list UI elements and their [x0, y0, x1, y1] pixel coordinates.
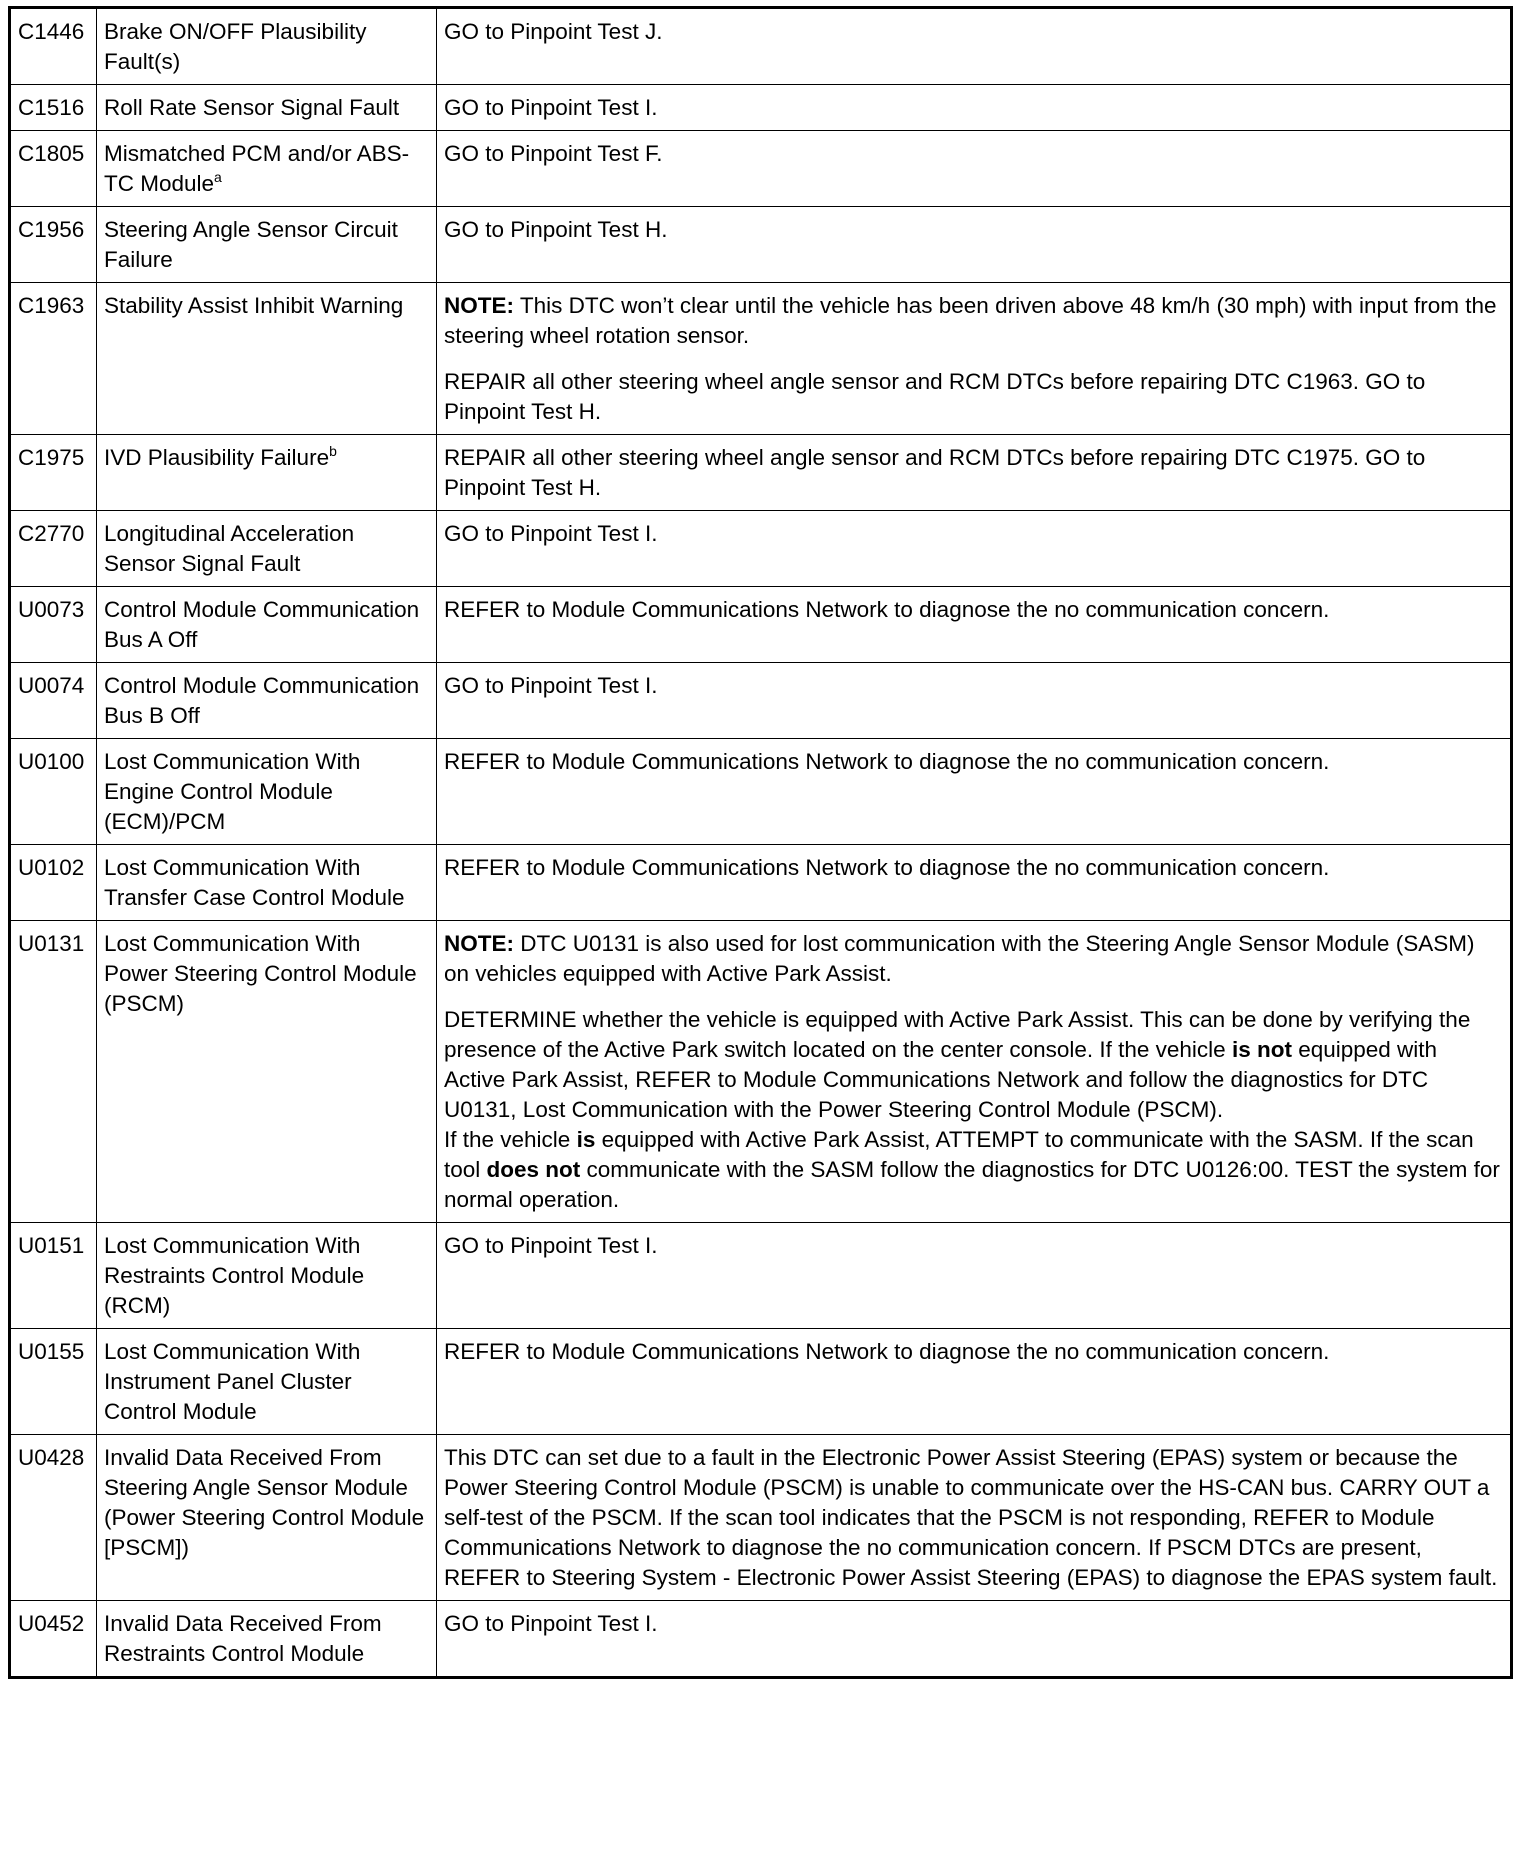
- table-row: [10, 1435, 1512, 1601]
- table-row: [10, 85, 1512, 131]
- dtc-action: This DTC can set due to a fault in the Electronic Power Assist Steering (EPAS) system or because the Power Steering Control Module (PSCM) is unable to communicate over the HS-CAN bus. CARRY OUT a self-test of the PSCM. If the scan tool indicates that the PSCM is not responding, REFER to Module Communications Network to diagnose the no communication concern. If PSCM DTCs are present, REFER to Steering System - Electronic Power Assist Steering (EPAS) to diagnose the EPAS system fault.: [437, 1435, 1512, 1601]
- action-text: equipped with Active Park Assist, REFER to Module Communications Network and follow the diagnostics for DTC U0131, Lost Communication with the Power Steering Control Module (PSCM).: [444, 1037, 1438, 1122]
- note-text: This DTC won’t clear until the vehicle has been driven above 48 km/h (30 mph) with input from the steering wheel rotation sensor.: [444, 293, 1497, 348]
- action-text: communicate with the SASM follow the diagnostics for DTC U0126:00. TEST the system for normal operation.: [444, 1157, 1500, 1212]
- table-row: [10, 8, 1512, 85]
- dtc-action: [437, 283, 1512, 435]
- dtc-description: Lost Communication With Instrument Panel Cluster Control Module: [97, 1329, 437, 1435]
- table-row: [10, 1223, 1512, 1329]
- dtc-action: REFER to Module Communications Network to diagnose the no communication concern.: [437, 845, 1512, 921]
- dtc-action: GO to Pinpoint Test I.: [437, 1223, 1512, 1329]
- dtc-description: Lost Communication With Power Steering Control Module (PSCM): [97, 921, 437, 1223]
- dtc-code: U0074: [10, 663, 97, 739]
- dtc-description: Roll Rate Sensor Signal Fault: [97, 85, 437, 131]
- dtc-description: Control Module Communication Bus B Off: [97, 663, 437, 739]
- dtc-action: REFER to Module Communications Network to diagnose the no communication concern.: [437, 587, 1512, 663]
- dtc-code: U0131: [10, 921, 97, 1223]
- table-row: [10, 131, 1512, 207]
- dtc-code: C1446: [10, 8, 97, 85]
- dtc-code: U0155: [10, 1329, 97, 1435]
- note-paragraph: [444, 929, 1503, 989]
- table-row: [10, 207, 1512, 283]
- dtc-code: C1975: [10, 435, 97, 511]
- dtc-code: U0073: [10, 587, 97, 663]
- dtc-action: GO to Pinpoint Test F.: [437, 131, 1512, 207]
- note-paragraph: [444, 291, 1503, 351]
- dtc-action: [437, 921, 1512, 1223]
- dtc-description: Control Module Communication Bus A Off: [97, 587, 437, 663]
- dtc-code: U0428: [10, 1435, 97, 1601]
- dtc-code: C1805: [10, 131, 97, 207]
- dtc-action: GO to Pinpoint Test I.: [437, 663, 1512, 739]
- table-row: [10, 663, 1512, 739]
- footnote-marker: a: [214, 169, 222, 185]
- dtc-description: Brake ON/OFF Plausibility Fault(s): [97, 8, 437, 85]
- dtc-code: U0102: [10, 845, 97, 921]
- table-row: [10, 435, 1512, 511]
- table-row: [10, 739, 1512, 845]
- table-row: [10, 587, 1512, 663]
- dtc-description: Invalid Data Received From Restraints Control Module: [97, 1601, 437, 1678]
- emphasis-text: does not: [486, 1157, 581, 1182]
- action-paragraph: REPAIR all other steering wheel angle sensor and RCM DTCs before repairing DTC C1963. GO to Pinpoint Test H.: [444, 369, 1426, 424]
- dtc-description: Lost Communication With Transfer Case Control Module: [97, 845, 437, 921]
- dtc-action: REFER to Module Communications Network to diagnose the no communication concern.: [437, 1329, 1512, 1435]
- dtc-action: GO to Pinpoint Test I.: [437, 85, 1512, 131]
- description-text: Mismatched PCM and/or ABS-TC Module: [104, 141, 410, 196]
- note-label: NOTE:: [444, 293, 514, 318]
- dtc-action: GO to Pinpoint Test I.: [437, 1601, 1512, 1678]
- dtc-description: Lost Communication With Restraints Control Module (RCM): [97, 1223, 437, 1329]
- action-text: equipped with Active Park Assist, ATTEMPT to communicate with the SASM. If the scan tool: [444, 1127, 1474, 1182]
- dtc-code: C2770: [10, 511, 97, 587]
- dtc-table: [8, 6, 1513, 1679]
- table-row: [10, 511, 1512, 587]
- table-row: [10, 1329, 1512, 1435]
- dtc-description: Steering Angle Sensor Circuit Failure: [97, 207, 437, 283]
- description-text: IVD Plausibility Failure: [104, 445, 330, 470]
- action-text: DETERMINE whether the vehicle is equipped with Active Park Assist. This can be done by verifying the presence of the Active Park switch located on the center console. If the vehicle: [444, 1007, 1471, 1062]
- dtc-description: Longitudinal Acceleration Sensor Signal Fault: [97, 511, 437, 587]
- dtc-action: GO to Pinpoint Test H.: [437, 207, 1512, 283]
- dtc-description: [97, 131, 437, 207]
- dtc-code: C1963: [10, 283, 97, 435]
- dtc-code: U0151: [10, 1223, 97, 1329]
- dtc-code: C1956: [10, 207, 97, 283]
- dtc-code: U0100: [10, 739, 97, 845]
- dtc-action: GO to Pinpoint Test J.: [437, 8, 1512, 85]
- dtc-description: Lost Communication With Engine Control Module (ECM)/PCM: [97, 739, 437, 845]
- action-text: If the vehicle: [444, 1127, 577, 1152]
- note-label: NOTE:: [444, 931, 514, 956]
- note-text: DTC U0131 is also used for lost communication with the Steering Angle Sensor Module (SASM) on vehicles equipped with Active Park Assist.: [444, 931, 1475, 986]
- footnote-marker: b: [329, 443, 337, 459]
- emphasis-text: is not: [1231, 1037, 1292, 1062]
- dtc-action: REPAIR all other steering wheel angle sensor and RCM DTCs before repairing DTC C1975. GO to Pinpoint Test H.: [437, 435, 1512, 511]
- dtc-description: Invalid Data Received From Steering Angle Sensor Module (Power Steering Control Module [PSCM]): [97, 1435, 437, 1601]
- dtc-action: REFER to Module Communications Network to diagnose the no communication concern.: [437, 739, 1512, 845]
- action-paragraph: [444, 1005, 1503, 1125]
- dtc-action: GO to Pinpoint Test I.: [437, 511, 1512, 587]
- dtc-description: Stability Assist Inhibit Warning: [97, 283, 437, 435]
- dtc-description: [97, 435, 437, 511]
- table-row: [10, 921, 1512, 1223]
- emphasis-text: is: [576, 1127, 596, 1152]
- table-row: [10, 1601, 1512, 1678]
- table-row: [10, 283, 1512, 435]
- dtc-code: U0452: [10, 1601, 97, 1678]
- action-paragraph: [444, 1125, 1503, 1215]
- table-row: [10, 845, 1512, 921]
- dtc-code: C1516: [10, 85, 97, 131]
